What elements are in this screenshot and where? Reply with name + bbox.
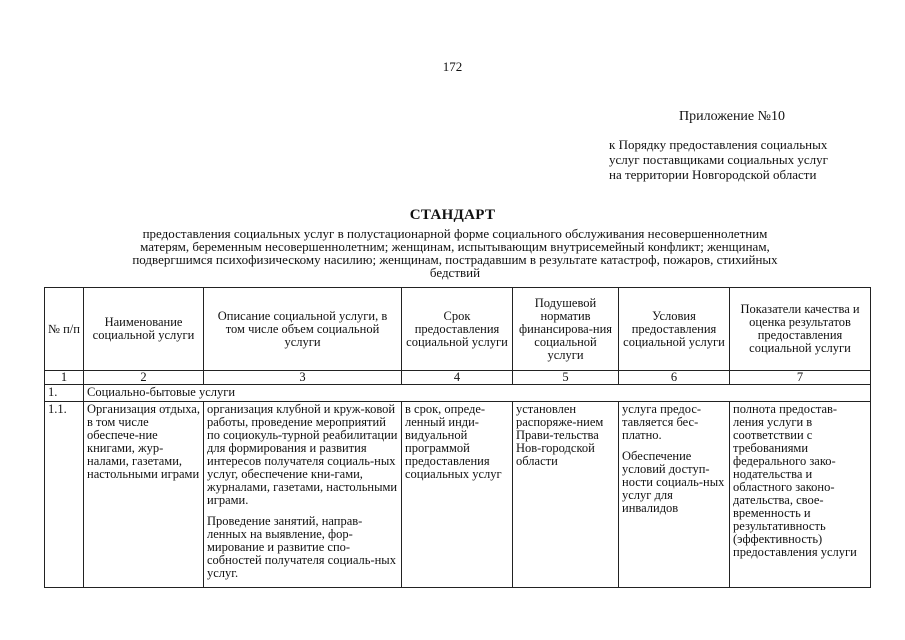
header-conditions: Условия предоставления социальной услуги — [619, 288, 730, 371]
row-conditions-paragraph: услуга предос-тавляется бес-платно. — [622, 402, 702, 442]
row-quality: полнота предостав-ления услуги в соответствии с требованиями федерального зако-нодательства и областного законо-дательства, свое-временность и результативность (эффективность) предоставления услуги — [730, 402, 871, 588]
table-header-row — [45, 288, 871, 371]
row-term: в срок, опреде-ленный инди-видуальной программой предоставления социальных услуг — [402, 402, 513, 588]
column-number: 6 — [619, 371, 730, 385]
row-description — [204, 402, 402, 588]
header-service-name: Наименование социальной услуги — [84, 288, 204, 371]
row-conditions-paragraph: Обеспечение условий доступ-ности социаль-ных услуг для инвалидов — [622, 449, 725, 515]
document-subtitle: предоставления социальных услуг в полустационарной форме социального обслуживания несовершеннолетним матерям, беременным несовершеннолетним; женщинам, испытывающим внутрисемейный конфликт; женщинам, подвергшимся психофизическому насилию; женщинам, пострадавшим в результате катастроф, пожаров, стихийных бедствий — [132, 226, 778, 280]
column-number-row — [45, 371, 871, 385]
document-title: СТАНДАРТ — [409, 207, 496, 223]
header-term: Срок предоставления социальной услуги — [402, 288, 513, 371]
column-number: 5 — [513, 371, 619, 385]
page-number: 172 — [442, 59, 463, 74]
section-number: 1. — [45, 385, 84, 402]
section-row — [45, 385, 871, 402]
row-conditions — [619, 402, 730, 588]
column-number: 1 — [45, 371, 84, 385]
row-number: 1.1. — [45, 402, 84, 588]
appendix-subtitle: к Порядку предоставления социальных услуг поставщиками социальных услуг на территории Новгородской области — [609, 137, 828, 182]
header-funding: Подушевой норматив финансирова-ния социальной услуги — [513, 288, 619, 371]
appendix-title: Приложение №10 — [679, 109, 785, 124]
table-row — [45, 402, 871, 588]
header-description: Описание социальной услуги, в том числе объем социальной услуги — [204, 288, 402, 371]
header-number: № п/п — [45, 288, 84, 371]
row-description-paragraph: Проведение занятий, направ-ленных на выявление, фор-мирование и развитие спо-собностей получателя социаль-ных услуг. — [207, 514, 396, 580]
header-quality: Показатели качества и оценка результатов предоставления социальной услуги — [730, 288, 871, 371]
column-number: 7 — [730, 371, 871, 385]
column-number: 3 — [204, 371, 402, 385]
row-description-paragraph: организация клубной и круж-ковой работы, проведение мероприятий по социокуль-турной реабилитации для формирования и развития интересов получателя социаль-ных услуг, обеспечение кни-гами, журналами, газетами, настольными играми. — [207, 402, 398, 507]
column-number: 2 — [84, 371, 204, 385]
row-service-name: Организация отдыха, в том числе обеспече-ние книгами, жур-налами, газетами, настольными играми — [84, 402, 204, 588]
standard-table — [44, 287, 871, 588]
column-number: 4 — [402, 371, 513, 385]
section-title: Социально-бытовые услуги — [84, 385, 871, 402]
row-funding: установлен распоряже-нием Прави-тельства Нов-городской области — [513, 402, 619, 588]
